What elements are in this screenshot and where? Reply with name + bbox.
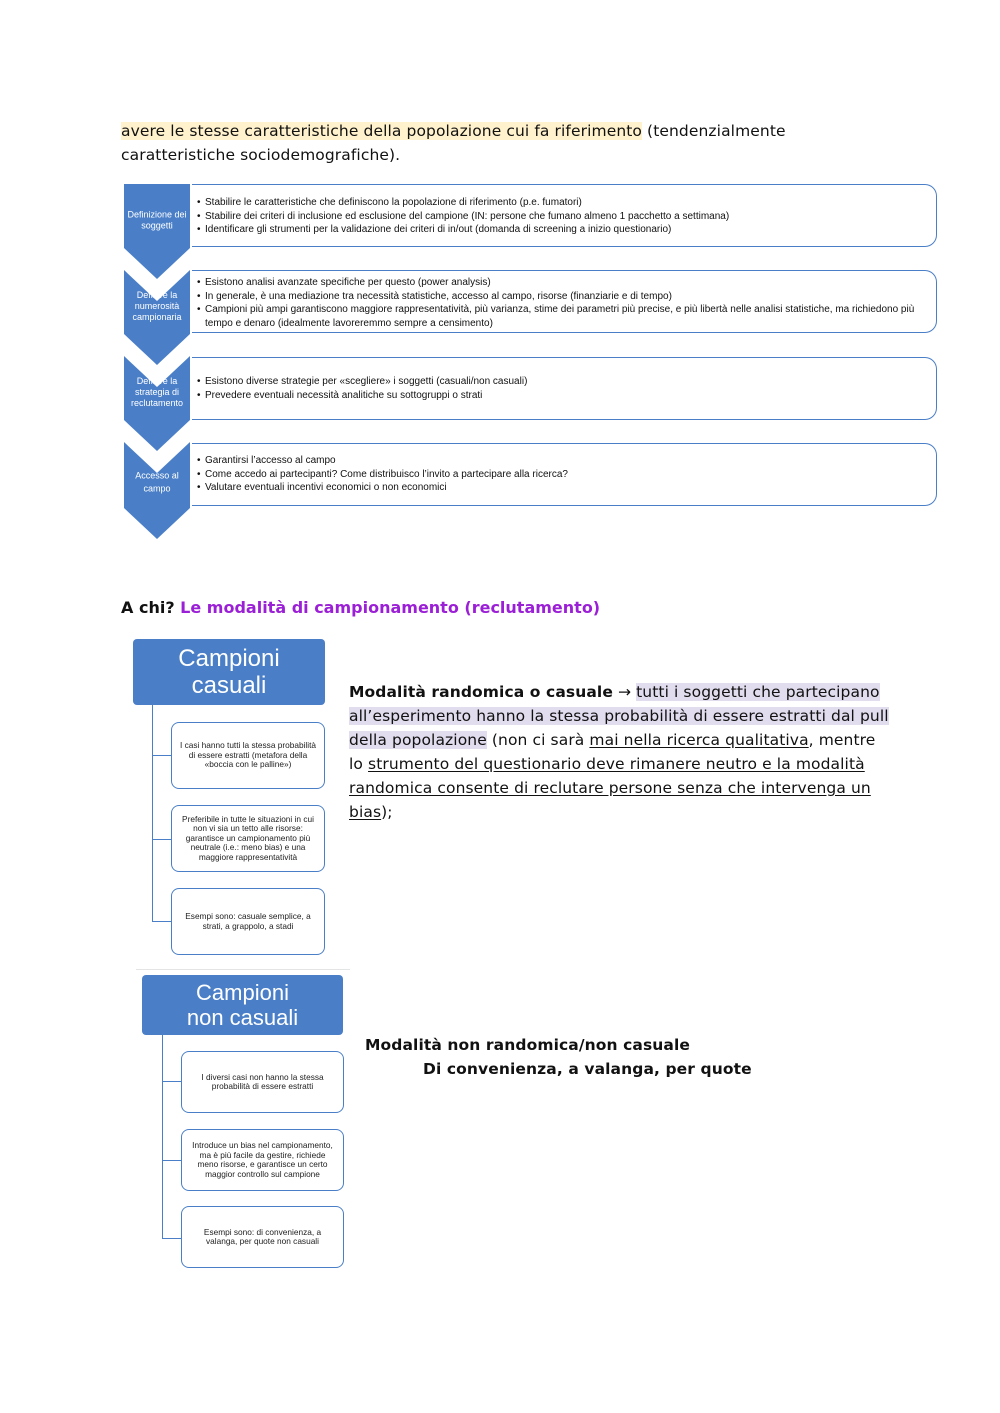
- non-casuali-box-3: Esempi sono: di convenienza, a valanga, per quote non casuali: [181, 1206, 344, 1268]
- casuali-header: [133, 639, 325, 705]
- chevron-step-1: [124, 184, 190, 279]
- non-casuali-description: [365, 1033, 865, 1081]
- non-casuali-header: [142, 975, 343, 1035]
- chevron-label: campo: [143, 483, 171, 494]
- connector: [162, 1160, 181, 1161]
- bullet: • Campioni più ampi garantiscono maggiore rappresentatività, più varianza, stime dei parametri più precise, e più libertà nelle analisi statistiche, ma richiedono più tempo e denaro (idealmente lavoreremmo sempre a censimento): [205, 303, 936, 330]
- arrow: →: [612, 683, 637, 701]
- connector: [162, 1081, 181, 1082]
- casuali-desc-underline: mai nella ricerca qualitativa: [589, 731, 809, 749]
- chevron-label: campionaria: [132, 312, 182, 322]
- casuali-header-line2: casuali: [191, 672, 267, 699]
- step-box-1: [192, 184, 937, 247]
- casuali-box-3: Esempi sono: casuale semplice, a strati, a grappolo, a stadi: [171, 888, 325, 955]
- bullet: • In generale, è una mediazione tra necessità statistiche, accesso al campo, risorse (finanziarie e di tempo): [205, 290, 936, 304]
- chevron-label: Definizione dei: [127, 209, 187, 220]
- step-box-3: [192, 357, 937, 420]
- step-box-2: [192, 270, 937, 333]
- non-casuali-header-line2: non casuali: [186, 1005, 299, 1030]
- step-3-bullets: [192, 375, 936, 402]
- intro-rest: (tendenzialmente: [642, 122, 786, 140]
- connector: [162, 1238, 181, 1239]
- casuali-box-2: Preferibile in tutte le situazioni in cui non vi sia un tetto alle risorse: garantisce un campionamento più neutrale (i.e.: meno bias) e una maggiore rappresentatività: [171, 805, 325, 872]
- heading-title: Le modalità di campionamento (reclutamento): [180, 598, 601, 617]
- connector: [152, 921, 171, 922]
- step-4-bullets: [192, 454, 936, 495]
- casuali-desc-text: (non ci sarà: [486, 731, 590, 749]
- intro-paragraph: [121, 119, 881, 167]
- bullet: • Garantirsi l’accesso al campo: [205, 454, 936, 468]
- intro-line2: caratteristiche sociodemografiche).: [121, 146, 401, 164]
- non-casuali-desc-line1: Modalità non randomica/non casuale: [365, 1036, 690, 1054]
- non-casuali-header-line1: Campioni: [196, 980, 289, 1005]
- chevron-column: [121, 182, 193, 544]
- chevron-label: Definire la: [136, 290, 178, 300]
- connector: [152, 705, 153, 922]
- non-casuali-box-2: Introduce un bias nel campionamento, ma è più facile da gestire, richiede meno risorse, e garantisce un certo maggior controllo sul campione: [181, 1129, 344, 1191]
- non-casuali-desc-line2: Di convenienza, a valanga, per quote: [423, 1060, 752, 1078]
- step-2-bullets: [192, 276, 936, 330]
- casuali-description: [349, 680, 889, 824]
- bullet: • Prevedere eventuali necessità analitiche su sottogruppi o strati: [205, 389, 936, 403]
- casuali-desc-text: );: [381, 803, 393, 821]
- chevron-label: strategia di: [134, 387, 180, 397]
- divider: [136, 969, 350, 970]
- bullet: • Stabilire dei criteri di inclusione ed esclusione del campione (IN: persone che fumano almeno 1 pacchetto a settimana): [205, 210, 936, 224]
- bullet: • Identificare gli strumenti per la validazione dei criteri di in/out (domanda di screening a inizio questionario): [205, 223, 936, 237]
- chevron-label: soggetti: [141, 220, 173, 231]
- casuali-desc-highlight: tutti i soggetti che partecipano all’esperimento hanno la stessa probabilità di essere estratti dal pull della popolazione: [349, 683, 889, 749]
- casuali-header-line1: Campioni: [178, 645, 280, 672]
- bullet: • Stabilire le caratteristiche che definiscono la popolazione di riferimento (p.e. fumatori): [205, 196, 936, 210]
- chevron-label: reclutamento: [130, 398, 184, 408]
- casuali-box-1: I casi hanno tutti la stessa probabilità di essere estratti (metafora della «boccia con le palline»): [171, 722, 325, 789]
- casuali-desc-text: , mentre lo: [349, 731, 876, 773]
- chevron-label: numerosità: [134, 301, 180, 311]
- step-box-4: [192, 443, 937, 506]
- casuali-desc-bold: Modalità randomica o casuale: [349, 683, 613, 701]
- section-heading: [121, 598, 600, 617]
- bullet: • Esistono diverse strategie per «scegliere» i soggetti (casuali/non casuali): [205, 375, 936, 389]
- connector: [162, 1035, 163, 1239]
- connector: [152, 755, 171, 756]
- step-1-bullets: [192, 196, 936, 237]
- bullet: • Come accedo ai partecipanti? Come distribuisco l’invito a partecipare alla ricerca?: [205, 468, 936, 482]
- chevron-label: Definire la: [136, 376, 178, 386]
- bullet: • Esistono analisi avanzate specifiche per questo (power analysis): [205, 276, 936, 290]
- intro-highlight: avere le stesse caratteristiche della popolazione cui fa riferimento: [121, 122, 643, 140]
- non-casuali-box-1: I diversi casi non hanno la stessa probabilità di essere estratti: [181, 1051, 344, 1113]
- connector: [152, 839, 171, 840]
- bullet: • Valutare eventuali incentivi economici o non economici: [205, 481, 936, 495]
- chevron-label: Accesso al: [135, 470, 179, 481]
- casuali-desc-underline: strumento del questionario deve rimanere neutro e la modalità randomica consente di reclutare persone senza che intervenga un bias: [349, 755, 871, 821]
- heading-prefix: A chi?: [121, 598, 175, 617]
